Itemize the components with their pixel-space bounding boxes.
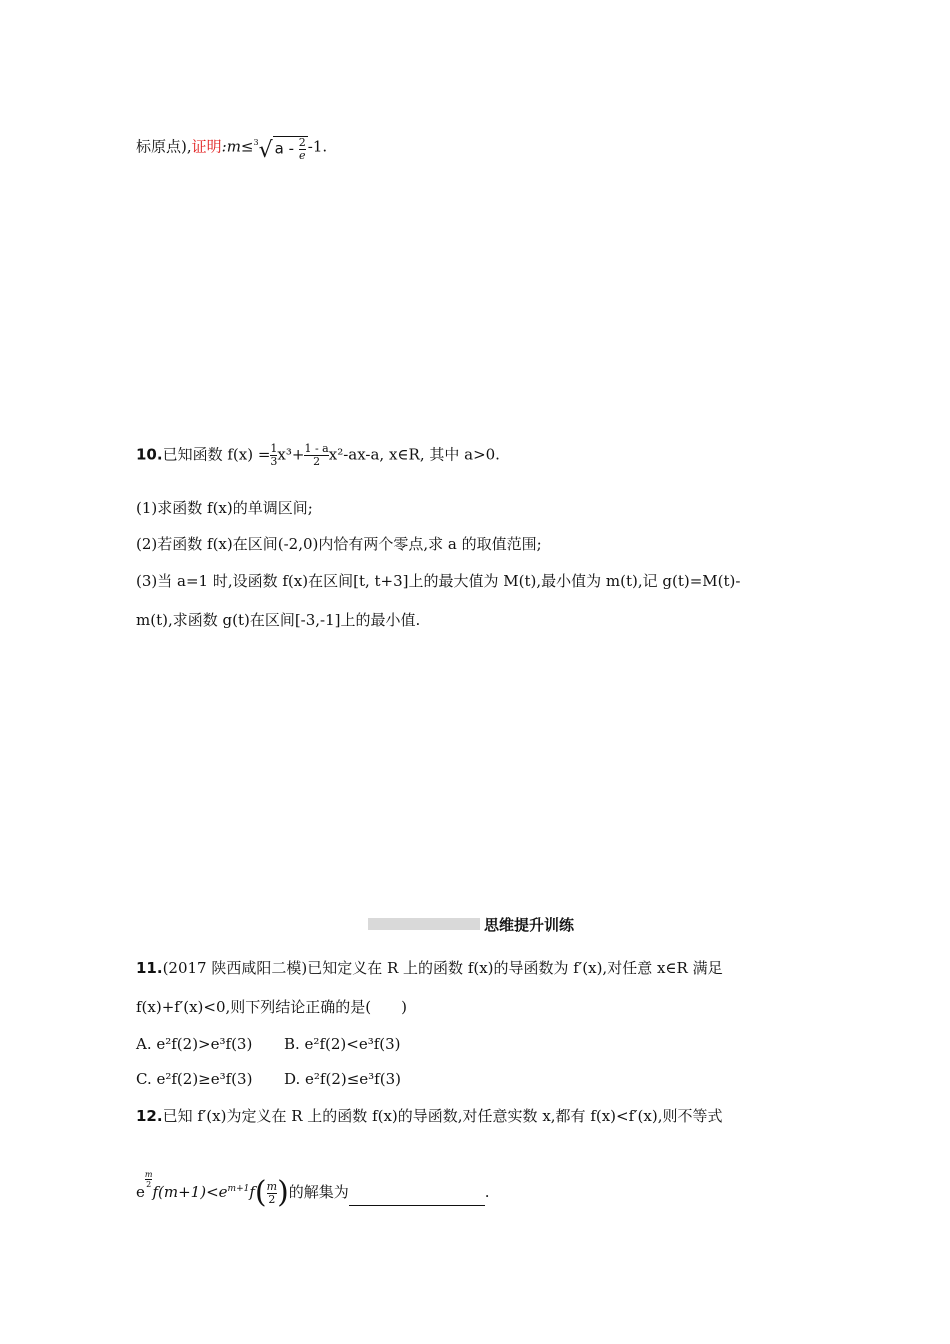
root-index: 3 [253, 138, 259, 147]
section-bar [368, 918, 480, 930]
q12-number: 12. [136, 1107, 163, 1125]
section-title: 思维提升训练 [484, 916, 575, 934]
q10-mid: x³+ [277, 445, 305, 464]
proof-inequality: :m≤ [221, 137, 254, 156]
q10-frac2-den: 2 [304, 455, 328, 468]
q12-tail: 的解集为 [288, 1183, 349, 1201]
q11-options-row2 [136, 1069, 401, 1089]
q10-part2: (2)若函数 f(x)在区间(-2,0)内恰有两个零点,求 a 的取值范围; [136, 535, 542, 553]
q12-paren-num: m [266, 1179, 278, 1193]
radical-sign: √ [258, 138, 273, 163]
q10-stem-b: x²-ax-a, x∈R, 其中 a>0. [328, 445, 500, 464]
proof-line [136, 133, 327, 162]
q10-stem [136, 443, 500, 468]
proof-word: 证明 [191, 137, 222, 156]
q11-number: 11. [136, 959, 163, 977]
q11-stem-b: f(x)+f′(x)<0,则下列结论正确的是( ) [136, 998, 407, 1016]
proof-tail: -1. [307, 137, 328, 156]
q12-stem-a-text: 已知 f′(x)为定义在 R 上的函数 f(x)的导函数,对任意实数 x,都有 f(x)<f′(x),则不等式 [162, 1107, 723, 1125]
right-paren: ) [277, 1175, 289, 1210]
q12-sup: m+1 [227, 1184, 250, 1194]
q11-option-c: C. e²f(2)≥e³f(3) [136, 1070, 253, 1088]
q10-frac2-num: 1 - a [304, 442, 329, 455]
q10-frac1-den: 3 [270, 455, 278, 468]
q12-e: e [136, 1183, 145, 1201]
q10-number: 10. [136, 445, 163, 464]
q11-option-d: D. e²f(2)≤e³f(3) [284, 1070, 401, 1088]
q12-exp-num: m [144, 1170, 153, 1179]
left-paren: ( [254, 1175, 267, 1210]
answer-blank[interactable] [349, 1191, 485, 1206]
root-frac-den: e [299, 148, 306, 162]
q10-stem-a: 已知函数 f(x) = [162, 445, 271, 464]
q11-stem-a [136, 958, 723, 978]
q12-exp-den: 2 [146, 1180, 152, 1189]
q10-part1: (1)求函数 f(x)的单调区间; [136, 499, 313, 517]
q11-option-a: A. e²f(2)>e³f(3) [136, 1035, 253, 1053]
q12-inequality [136, 1170, 490, 1210]
root-a: a - [274, 139, 294, 157]
proof-prefix: 标原点), [136, 137, 192, 156]
q12-stem-a [136, 1106, 723, 1126]
q11-options-row1 [136, 1034, 401, 1054]
q12-f: f [249, 1183, 255, 1201]
q10-part3-b: m(t),求函数 g(t)在区间[-3,-1]上的最小值. [136, 611, 421, 629]
q10-frac1-num: 1 [270, 442, 278, 455]
q11-stem-a-text: (2017 陕西咸阳二模)已知定义在 R 上的函数 f(x)的导函数为 f′(x),对任意 x∈R 满足 [162, 959, 723, 977]
q11-option-b: B. e²f(2)<e³f(3) [284, 1035, 401, 1053]
root-frac-num: 2 [298, 135, 306, 149]
cube-root [254, 133, 308, 162]
q12-paren-den: 2 [268, 1192, 276, 1206]
q12-end: . [484, 1183, 490, 1201]
q12-mid: f(m+1)<e [152, 1183, 228, 1201]
q10-part3-a: (3)当 a=1 时,设函数 f(x)在区间[t, t+3]上的最大值为 M(t),最小值为 m(t),记 g(t)=M(t)- [136, 572, 741, 590]
